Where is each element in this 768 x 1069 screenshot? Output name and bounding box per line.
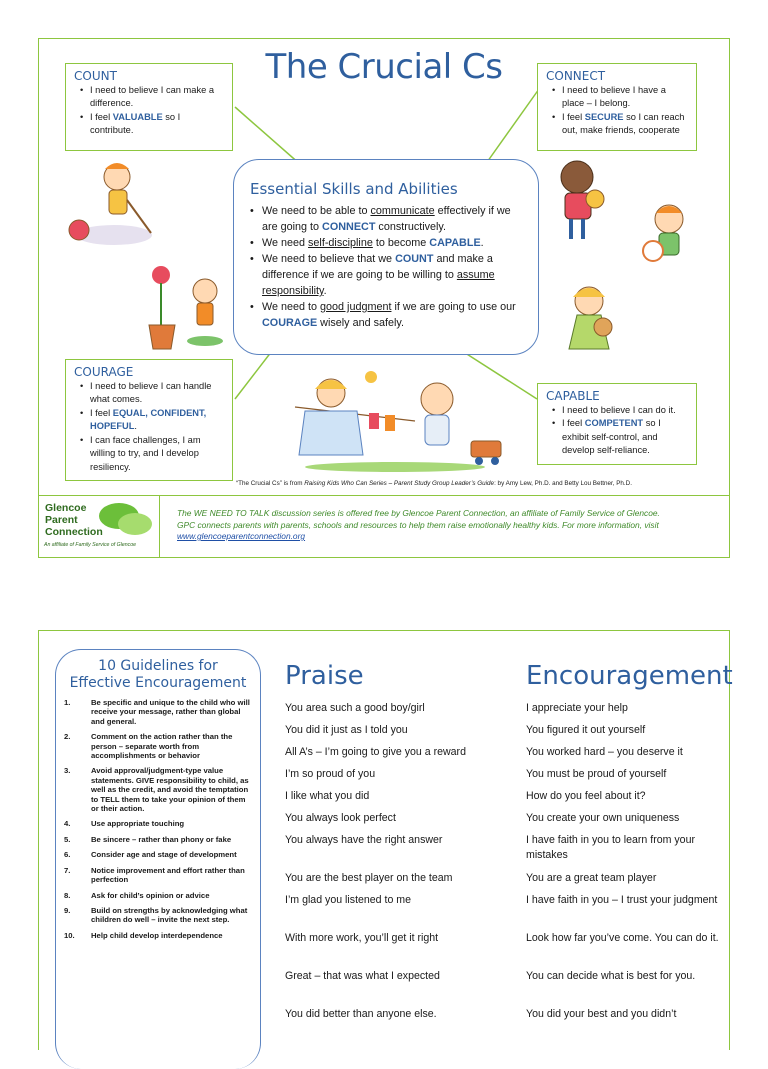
courage-box [65,359,233,481]
guideline-number: 10. [64,930,75,940]
page-title: The Crucial Cs [265,47,503,87]
guideline-item [64,766,252,813]
encouragement-item: You must be proud of yourself [526,768,667,780]
capable-heading: CAPABLE [546,389,600,403]
competent-highlight: COMPETENT [584,418,644,428]
child-holding-teddy-illustration [547,155,617,245]
encouragement-item: You figured it out yourself [526,724,646,736]
count-bullet-2: • I feel VALUABLE so I contribute. [82,111,224,138]
children-laundry-illustration [285,369,515,474]
connect-heading: CONNECT [546,69,606,83]
praise-item: Great – that was what I expected [285,970,440,982]
count-bullet-1: • I need to believe I can make a difference. [82,84,224,111]
praise-list [285,701,515,1051]
count-box [65,63,233,151]
guideline-text: Be specific and unique to the child who will receive your message, rather than global and general. [91,698,250,726]
capable-box [537,383,697,465]
website-link[interactable]: www.glencoeparentconnection.org [177,531,306,541]
encouragement-item: I appreciate your help [526,702,628,714]
essential-skills-box [233,159,539,355]
connect-box [537,63,697,151]
guideline-item [64,866,252,885]
essential-skills-heading: Essential Skills and Abilities [250,180,458,198]
essential-item-2: • We need self-discipline to become CAPABLE. [250,235,524,251]
guideline-item [64,835,252,844]
guideline-number: 9. [64,905,71,915]
guideline-number: 3. [64,766,71,776]
praise-item: All A’s – I’m going to give you a reward [285,746,466,758]
gpc-logo [39,496,160,558]
praise-item: You are the best player on the team [285,872,453,884]
guideline-item [64,891,252,900]
guideline-item [64,698,252,726]
connect-bullet-2: • I feel SECURE so I can reach out, make friends, cooperate [554,111,688,138]
guideline-text: Build on strengths by acknowledging what children do well – invite the next step. [91,905,248,925]
encouragement-list [526,701,726,1051]
logo-line-2: Parent [45,514,78,526]
count-heading: COUNT [74,69,117,83]
guideline-text: Use appropriate touching [91,819,185,829]
secure-highlight: SECURE [584,111,624,122]
child-with-ball-illustration [639,201,699,281]
praise-item: I’m so proud of you [285,768,376,780]
child-watering-flower-illustration [139,255,229,355]
guideline-number: 7. [64,865,71,875]
praise-item: You did it just as I told you [285,724,408,736]
praise-item: You always look perfect [285,812,396,824]
guideline-number: 1. [64,698,71,707]
encouragement-item: I have faith in you to learn from your mistakes [526,834,695,861]
courage-bullet-3: • I can face challenges, I am willing to try, and I develop resiliency. [82,434,224,475]
guideline-item [64,906,252,925]
guideline-text: Help child develop interdependence [91,930,223,940]
footer-text [177,508,717,543]
equal-confident-highlight: EQUAL, CONFIDENT, HOPEFUL [90,407,207,431]
praise-item: You area such a good boy/girl [285,702,425,714]
girl-with-bear-illustration [559,281,629,366]
child-vacuuming-illustration [59,155,159,255]
courage-heading: COURAGE [74,365,134,379]
encouragement-title: Encouragement [526,661,733,691]
crucial-cs-page [38,38,730,558]
logo-line-3: Connection [45,526,103,538]
guideline-text: Consider age and stage of development [91,850,237,860]
courage-bullet-2: • I feel EQUAL, CONFIDENT, HOPEFUL. [82,407,224,434]
capable-bullet-1: • I need to believe I can do it. [554,404,688,418]
praise-item: You did better than anyone else. [285,1008,437,1020]
essential-item-4: • We need to good judgment if we are going to use our COURAGE wisely and safely. [250,299,524,331]
guideline-number: 6. [64,850,71,860]
capable-bullet-2: • I feel COMPETENT so I exhibit self-control, and develop self-reliance. [554,417,688,458]
guideline-item [64,819,252,828]
praise-item: With more work, you’ll get it right [285,932,439,944]
praise-vs-encouragement-page [38,630,733,1050]
guideline-item [64,931,252,940]
encouragement-item: You did your best and you didn’t [526,1008,677,1020]
praise-title: Praise [285,661,364,691]
praise-item: You always have the right answer [285,834,443,846]
praise-item: I like what you did [285,790,370,802]
guideline-text: Comment on the action rather than the person – separate worth from accomplishments or behavior [91,732,233,761]
guidelines-list [64,698,252,940]
guideline-number: 4. [64,819,71,829]
encouragement-item: Look how far you’ve come. You can do it. [526,932,719,944]
essential-item-1: • We need to be able to communicate effectively if we are going to CONNECT constructively. [250,203,524,235]
guideline-item [64,732,252,760]
praise-item: I’m glad you listened to me [285,894,412,906]
guidelines-title: 10 Guidelines for Effective Encouragement [69,658,247,691]
footer-line-2: GPC connects parents with parents, schools and resources to help them raise emotionally healthy kids. For more information, visit [177,519,659,530]
logo-subtitle: An affiliate of Family Service of Glencoe [44,542,136,548]
encouragement-item: You create your own uniqueness [526,812,680,824]
valuable-highlight: VALUABLE [112,111,163,122]
footer [39,495,729,558]
connect-bullet-1: • I need to believe I have a place – I belong. [554,84,688,111]
guideline-text: Be sincere – rather than phony or fake [91,834,232,844]
encouragement-item: You are a great team player [526,872,657,884]
logo-line-1: Glencoe [45,502,87,514]
guideline-number: 2. [64,732,71,742]
guidelines-box [55,649,261,1069]
footer-line-1: The WE NEED TO TALK discussion series is offered free by Glencoe Parent Connection, an affiliate of Family Service of Glencoe. [177,508,660,518]
guideline-text: Notice improvement and effort rather than perfection [91,865,245,885]
encouragement-item: You worked hard – you deserve it [526,746,683,758]
guideline-number: 5. [64,834,71,844]
essential-item-3: • We need to believe that we COUNT and make a difference if we are going to be willing to assume responsibility. [250,251,524,299]
encouragement-item: You can decide what is best for you. [526,970,696,982]
source-credit: “The Crucial Cs” is from Raising Kids Who Can Series – Parent Study Group Leader’s Guide: by Amy Lew, Ph.D. and Betty Lou Bettner, Ph.D. [236,480,632,487]
courage-bullet-1: • I need to believe I can handle what comes. [82,380,224,407]
guideline-text: Ask for child’s opinion or advice [91,890,210,900]
guideline-text: Avoid approval/judgment-type value statements. GIVE responsibility to child, as well as the credit, and avoid the temptation to TELL them to take your opinion of them or their action. [91,766,249,814]
guideline-number: 8. [64,890,71,900]
speech-bubbles-logo-icon [95,500,155,540]
encouragement-item: I have faith in you – I trust your judgment [526,894,718,906]
encouragement-item: How do you feel about it? [526,790,646,802]
guideline-item [64,850,252,859]
